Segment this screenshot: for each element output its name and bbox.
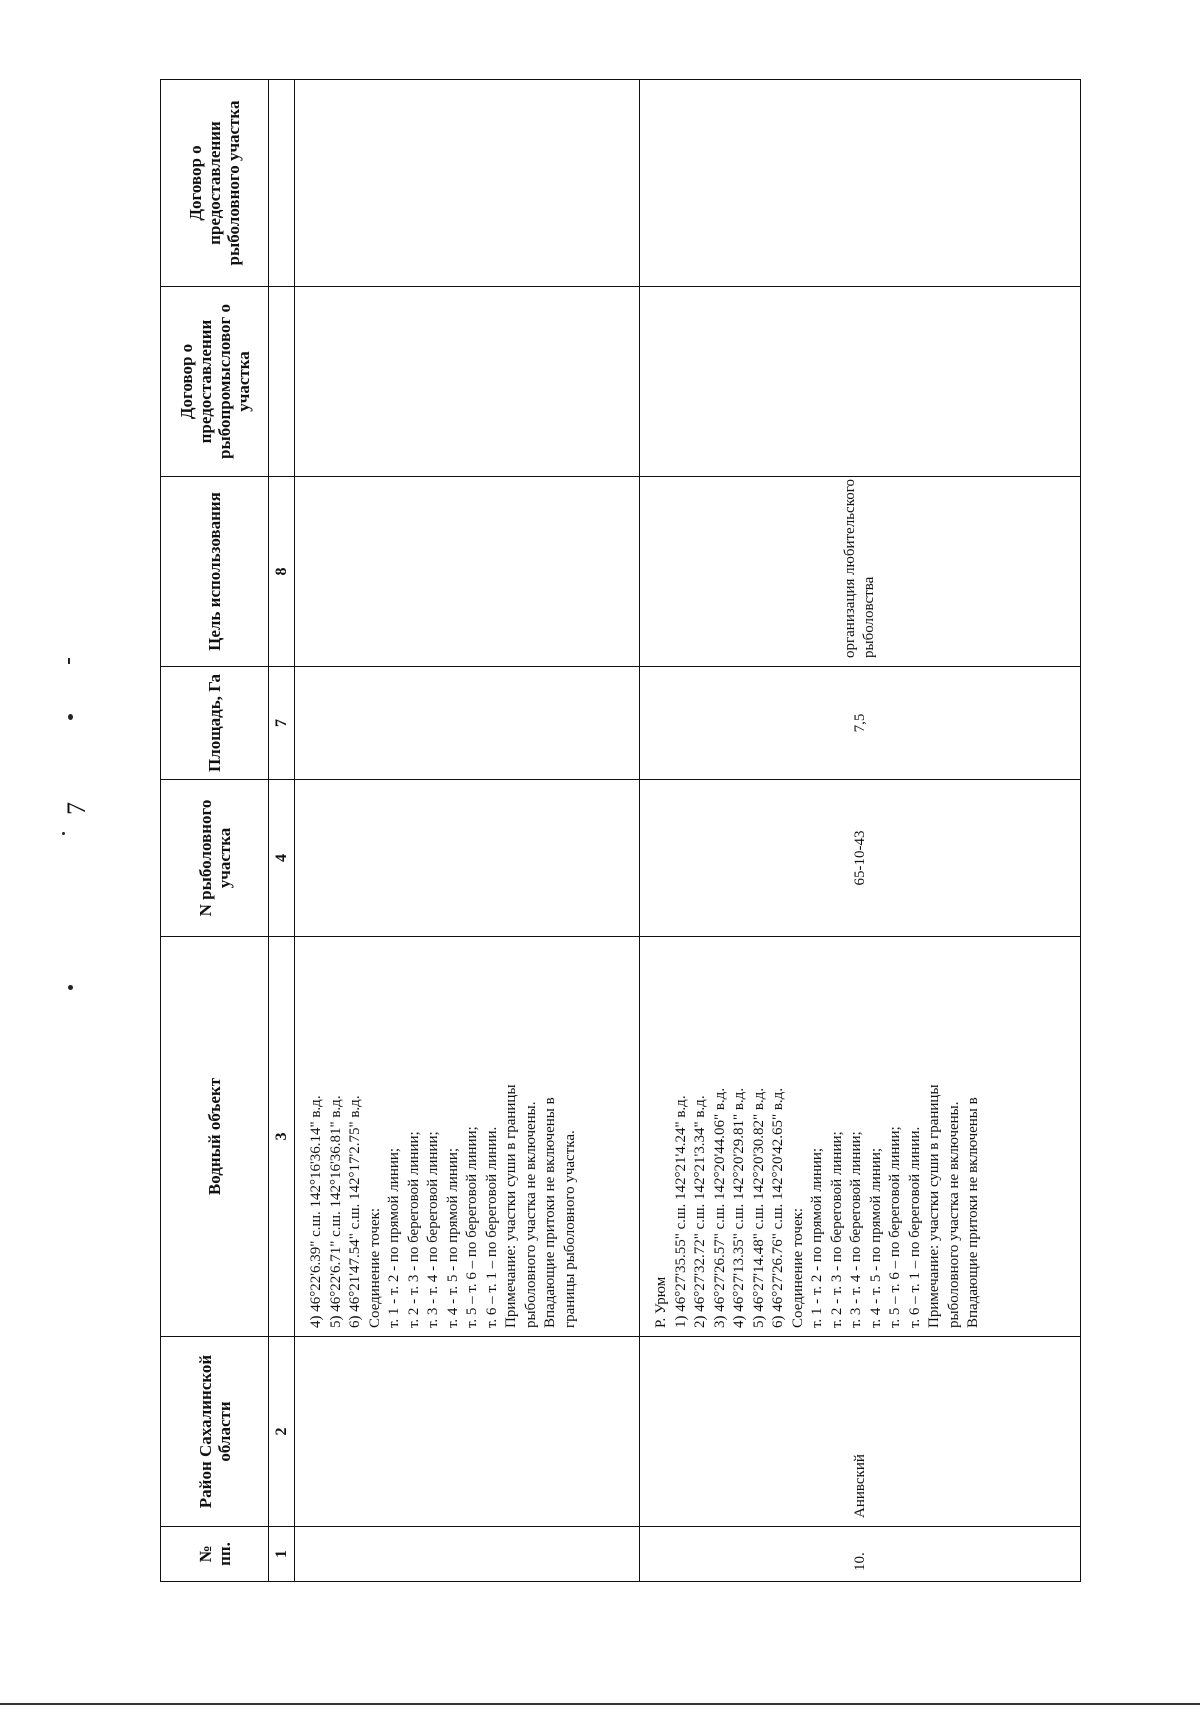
water-object-line: Соединение точек: [366, 1207, 383, 1328]
water-object-line: т. 3 - т. 4 - по береговой линии; [425, 1131, 441, 1328]
water-object-line: 4) 46°22'6.39" с.ш. 142°16'36.14" в.д. [308, 1095, 324, 1328]
water-object-line: Соединение точек: [789, 1207, 806, 1328]
cell-area [295, 667, 640, 780]
water-object-line: рыболовного участка не включены. [945, 1101, 962, 1328]
column-number: 4 [269, 780, 295, 937]
column-number [269, 287, 295, 477]
water-object-line: 2) 46°27'32.72" с.ш. 142°21'3.34" в.д. [692, 1095, 708, 1328]
cell-number [295, 1527, 640, 1582]
water-object-line: 1) 46°27'35.55" с.ш. 142°21'4.24" в.д. [672, 1095, 689, 1328]
cell-plot-number: 65-10-43 [640, 780, 1081, 937]
column-number: 1 [269, 1527, 295, 1582]
water-object-line: 6) 46°27'26.76" с.ш. 142°20'42.65" в.д. [770, 1087, 786, 1328]
water-object-line: 5) 46°27'14.48" с.ш. 142°20'30.82" в.д. [750, 1087, 767, 1328]
column-number-row [269, 80, 295, 1582]
scan-speck [68, 985, 73, 990]
header-fishing-plot-contract: Договор о предоставлении рыбопромысловог о участка [161, 287, 269, 477]
column-number: 8 [269, 477, 295, 667]
water-object-line: Примечание: участки суши в границы [926, 1084, 942, 1328]
water-object-line: т. 6 – т. 1 – по береговой линии. [906, 1126, 923, 1328]
cell-plot-number [295, 780, 640, 937]
water-object-line: т. 2 - т. 3 - по береговой линии; [405, 1131, 422, 1328]
water-object-line: 6) 46°21'47.54" с.ш. 142°17'2.75" в.д. [347, 1095, 363, 1328]
rotated-table-container [160, 80, 1080, 1582]
column-number: 3 [269, 937, 295, 1337]
header-angling-plot-contract: Договор о предоставлении рыболовного участка [161, 80, 269, 287]
water-object-line: 3) 46°27'26.57" с.ш. 142°20'44.06" в.д. [711, 1087, 728, 1328]
header-district: Район Сахалинской области [161, 1337, 269, 1527]
scan-speck [62, 832, 65, 835]
cell-angling-plot-contract [640, 80, 1081, 287]
water-object-line: рыболовного участка не включены. [522, 1101, 539, 1328]
water-object-line: границы рыболовного участка. [561, 1130, 578, 1328]
column-number: 2 [269, 1337, 295, 1527]
cell-purpose [295, 477, 640, 667]
water-object-line: 4) 46°27'13.35" с.ш. 142°20'29.81" в.д. [731, 1087, 747, 1328]
header-number: № пп. [161, 1527, 269, 1582]
water-object-line: т. 3 - т. 4 - по береговой линии; [848, 1131, 864, 1328]
cell-number: 10. [640, 1527, 1081, 1582]
water-object-line: т. 1 - т. 2 - по прямой линии; [386, 1147, 402, 1328]
cell-water-object [295, 937, 640, 1337]
table-row [640, 80, 1081, 1582]
cell-district: Анивский [640, 1337, 1081, 1527]
cell-area: 7,5 [640, 667, 1081, 780]
cell-angling-plot-contract [295, 80, 640, 287]
header-row [161, 80, 269, 1582]
water-object-line: т. 1 - т. 2 - по прямой линии; [809, 1147, 825, 1328]
water-object-line: Примечание: участки суши в границы [503, 1084, 519, 1328]
header-water-object: Водный объект [161, 937, 269, 1337]
water-object-line: Р. Урюм [653, 1276, 669, 1328]
header-area: Площадь, Га [161, 667, 269, 780]
cell-district [295, 1337, 640, 1527]
water-object-line: т. 5 – т. 6 – по береговой линии; [464, 1126, 480, 1328]
water-object-line: т. 4 - т. 5 - по прямой линии; [444, 1147, 461, 1328]
scan-speck [68, 658, 70, 664]
cell-water-object [640, 937, 1081, 1337]
water-object-line: т. 2 - т. 3 - по береговой линии; [828, 1131, 845, 1328]
water-object-line: т. 6 – т. 1 – по береговой линии. [483, 1126, 500, 1328]
scan-speck [68, 714, 73, 720]
header-plot-number: N рыболовного участка [161, 780, 269, 937]
water-object-line: Впадающие притоки не включены в [542, 1097, 558, 1328]
water-object-line: Впадающие притоки не включены в [965, 1097, 981, 1328]
cell-fishing-plot-contract [640, 287, 1081, 477]
header-purpose: Цель использования [161, 477, 269, 667]
column-number [269, 80, 295, 287]
water-object-line: т. 5 – т. 6 – по береговой линии; [887, 1126, 903, 1328]
page-number: 7 [62, 802, 91, 815]
water-object-line: 5) 46°22'6.71" с.ш. 142°16'36.81" в.д. [327, 1095, 344, 1328]
water-object-line: т. 4 - т. 5 - по прямой линии; [867, 1147, 884, 1328]
cell-purpose: организация любительского рыболовства [640, 477, 1081, 667]
scan-edge-line [0, 1703, 1200, 1705]
table-row-continuation [295, 80, 640, 1582]
column-number: 7 [269, 667, 295, 780]
fishing-plots-table [160, 79, 1081, 1582]
cell-fishing-plot-contract [295, 287, 640, 477]
